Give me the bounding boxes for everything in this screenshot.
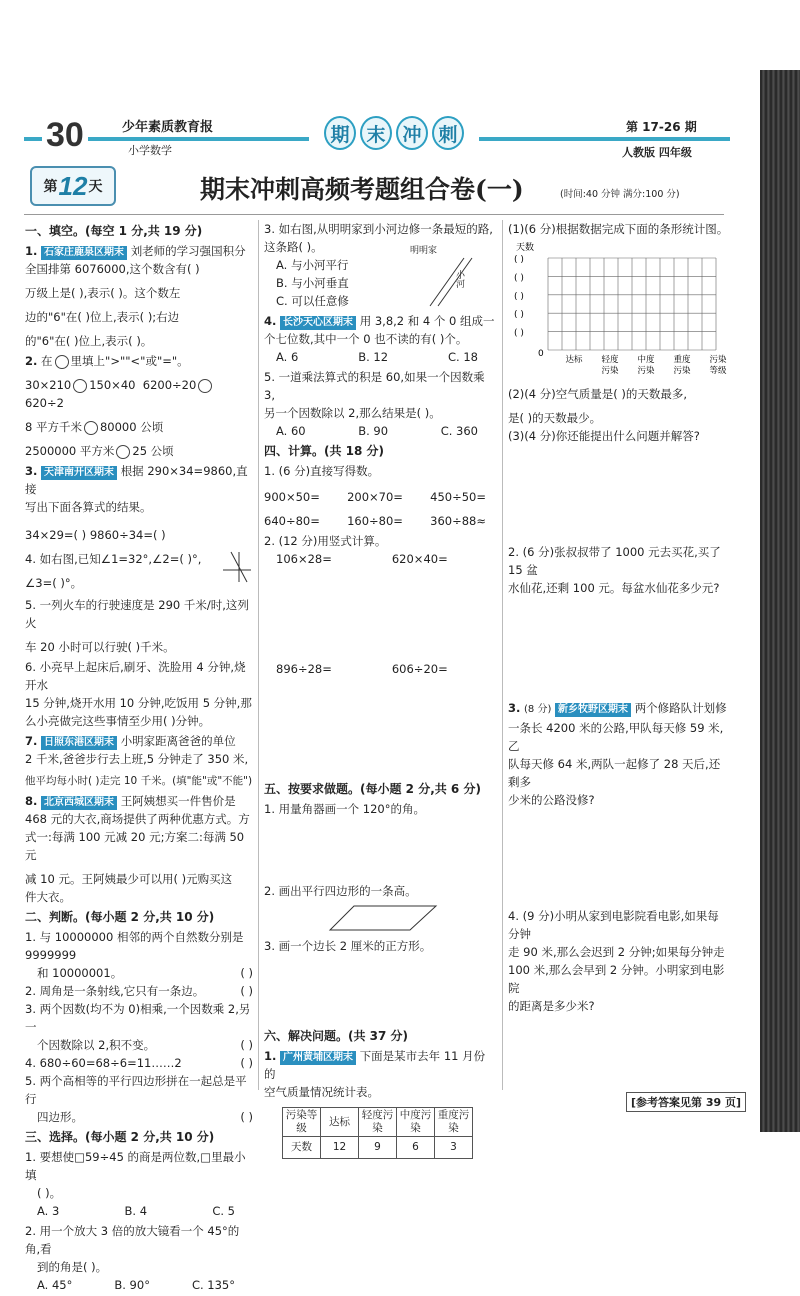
table-row — [283, 1137, 473, 1159]
work-space — [264, 818, 496, 882]
question-text: 边的"6"在( )位上,表示( );右边 — [25, 310, 180, 324]
question-text: 写出下面各算式的结果。 — [25, 500, 152, 514]
question-text: 5. 两个高相等的平行四边形拼在一起总是平行 — [25, 1074, 247, 1106]
question-text: 在 — [41, 354, 53, 368]
question — [25, 596, 253, 656]
region-tag: 日照东港区期末 — [41, 736, 117, 750]
question-text: (1)(6 分)根据数据完成下面的条形统计图。 — [508, 222, 729, 236]
calc-item: 450÷50= — [430, 490, 486, 504]
column-left — [25, 220, 253, 1296]
banner-char: 刺 — [432, 116, 464, 150]
banner-char: 冲 — [396, 116, 428, 150]
question-text: 468 元的大衣,商场提供了两种优惠方式。方 — [25, 812, 250, 826]
work-space — [508, 809, 730, 905]
column-divider — [502, 220, 503, 1090]
question-text: 四边形。 — [37, 1110, 83, 1124]
question — [25, 550, 253, 592]
category-label: 污染 — [673, 366, 691, 376]
work-space — [508, 445, 730, 541]
option: C. 5 — [212, 1204, 235, 1218]
answer-paren: ( ) — [240, 1056, 253, 1070]
option: A. 与小河平行 — [276, 258, 349, 272]
calc-item: 896÷28= — [276, 662, 332, 676]
question-text: 1. 要想使□59÷45 的商是两位数,□里最小填 — [25, 1150, 246, 1182]
day-badge — [30, 166, 116, 206]
draw-question — [264, 800, 496, 1025]
category-label: 达标 — [565, 355, 583, 365]
option: A. 60 — [276, 424, 306, 438]
question-text: 他平均每小时( )走完 10 千米。(填"能"或"不能") — [25, 775, 253, 787]
table-header-cell: 重度污染 — [435, 1108, 473, 1137]
question-text: 下面是某市去年 11 月份的 — [264, 1049, 486, 1081]
question-text: ∠3=( )°。 — [25, 576, 83, 590]
question-text: 的"6"在( )位上,表示( )。 — [25, 334, 153, 348]
compare-item: 150×40 — [89, 378, 136, 392]
question-text: 2 千米,爸爸步行去上班,5 分钟走了 350 米, — [25, 752, 249, 766]
day-suffix: 天 — [88, 179, 103, 195]
y-tick-blank: ( ) — [514, 328, 524, 339]
question-text: (3)(4 分)你还能提出什么问题并解答? — [508, 429, 700, 443]
question-text: 个七位数,其中一个 0 也不读的有( )个。 — [264, 332, 468, 346]
question-text: 走 90 米,那么会迟到 2 分钟;如果每分钟走 — [508, 945, 725, 959]
compare-item: 620÷2 — [25, 396, 64, 410]
compare-item: 25 公顷 — [132, 444, 174, 458]
figure-label-home: 明明家 — [410, 246, 438, 256]
y-tick-blank: ( ) — [514, 273, 524, 284]
question: 3. 天津南开区期末 根据 290×34=9860,直接 写出下面各算式的结果。 34×29=( ) 9860÷34=( ) — [25, 462, 253, 544]
question-text: 2. 周角是一条射线,它只有一条边。 — [25, 984, 205, 998]
chart-zero: 0 — [538, 349, 544, 359]
option: B. 90 — [358, 424, 389, 438]
column-divider — [258, 220, 259, 1090]
calc-item: 606÷20= — [391, 662, 448, 676]
question-text: 2. 画出平行四边形的一条高。 — [264, 884, 417, 898]
calc-item: 160÷80= — [347, 514, 403, 528]
compare-item: 6200÷20 — [142, 378, 197, 392]
calc-question — [264, 532, 496, 778]
question-text: 1. 与 10000000 相邻的两个自然数分别是 9999999 — [25, 930, 244, 962]
question-text: 1. 用量角器画一个 120°的角。 — [264, 802, 425, 816]
question-text: 和 10000001。 — [37, 966, 123, 980]
region-tag: 广州黄埔区期末 — [280, 1051, 356, 1065]
question-text: 这条路( )。 — [264, 240, 323, 254]
question: 8. 北京西城区期末 王阿姨想买一件售价是 468 元的大衣,商场提供了两种优惠方式。方 式一:每满 100 元减 20 元;方案二:每满 50 元 减 10 元。王阿姨最少可以用( )元购买这 件大衣。 — [25, 792, 253, 906]
question-text: 2. (6 分)张叔叔带了 1000 元去买花,买了 15 盆 — [508, 545, 721, 577]
column-right — [508, 220, 730, 1017]
option: B. 与小河垂直 — [276, 276, 349, 290]
option: C. 135° — [191, 1278, 235, 1292]
question-text: 王阿姨想买一件售价是 — [120, 794, 236, 808]
question-text: 2. (12 分)用竖式计算。 — [264, 534, 387, 548]
answer-reference: [参考答案见第 39 页] — [626, 1092, 746, 1112]
region-tag: 石家庄鹿泉区期末 — [41, 246, 127, 260]
option: B. 12 — [358, 350, 389, 364]
chart-ylabel: 天数 — [516, 243, 535, 253]
region-tag: 新乡牧野区期末 — [555, 703, 631, 717]
section-title: 一、填空。(每空 1 分,共 19 分) — [25, 224, 203, 238]
bar-chart-grid — [508, 238, 730, 378]
work-space — [264, 568, 496, 660]
question-text: 少米的公路没修? — [508, 793, 595, 807]
question-text: 3. 如右图,从明明家到小河边修一条最短的路, — [264, 222, 493, 236]
work-space — [264, 955, 496, 1025]
judge-list — [25, 928, 253, 1126]
question-text: 根据 290×34=9860,直接 — [25, 464, 248, 496]
region-tag: 北京西城区期末 — [41, 796, 117, 810]
solve-subquestion — [508, 220, 730, 383]
question-text: 15 分钟,烧开水用 10 分钟,吃饭用 5 分钟,那 — [25, 696, 252, 710]
question-text: 4. 如右图,已知∠1=32°,∠2=( )°, — [25, 552, 202, 566]
calc-item: 900×50= — [264, 490, 320, 504]
question-text: 的距离是多少米? — [508, 999, 595, 1013]
question-text: 2. 用一个放大 3 倍的放大镜看一个 45°的角,看 — [25, 1224, 240, 1256]
answer-paren: ( ) — [240, 1038, 253, 1052]
question-text: 个因数除以 2,积不变。 — [37, 1038, 156, 1052]
compare-item: 80000 公顷 — [99, 420, 164, 434]
circle-icon — [84, 421, 98, 435]
chart-y-ticks — [514, 255, 524, 339]
option: C. 可以任意修 — [276, 294, 349, 308]
solve-subquestion — [508, 385, 730, 541]
table-cell: 9 — [359, 1137, 397, 1159]
question-text: 队每天修 64 米,两队一起修了 28 天后,还剩多 — [508, 757, 721, 789]
question-text: 34×29=( ) 9860÷34=( ) — [25, 528, 166, 542]
question-text: 全国排第 6076000,这个数含有( ) — [25, 262, 200, 276]
solve-question — [508, 543, 730, 697]
question-text: 小明家距离爸爸的单位 — [120, 734, 236, 748]
question: 2. 在 里填上">""<"或"="。 30×210 150×40 6200÷20620÷2 8 平方千米 80000 公顷 2500000 平方米 25 公顷 — [25, 352, 253, 460]
question-text: 两个修路队计划修 — [634, 701, 727, 715]
table-header-cell: 污染等级 — [283, 1108, 321, 1137]
banner — [309, 116, 479, 154]
question-text: 空气质量情况统计表。 — [264, 1085, 379, 1099]
solve-question: 3. (8 分) 新乡牧野区期末 两个修路队计划修 一条长 4200 米的公路,甲队每天修 59 米,乙 队每天修 64 米,两队一起修了 28 天后,还剩多 少米的公路没修? — [508, 699, 730, 905]
question-text: 另一个因数除以 2,那么结果是( )。 — [264, 406, 441, 420]
category-label: 等级 — [709, 366, 727, 376]
banner-char: 期 — [324, 116, 356, 150]
question-text: 水仙花,还剩 100 元。每盆水仙花多少元? — [508, 581, 720, 595]
day-number: 12 — [58, 170, 88, 201]
calc-item: 640÷80= — [264, 514, 320, 528]
figure-label-river: 小河 — [454, 270, 464, 288]
answer-paren: ( ) — [240, 984, 253, 998]
section-title: 三、选择。(每小题 2 分,共 10 分) — [25, 1130, 215, 1144]
circle-icon — [116, 445, 130, 459]
stats-table — [282, 1107, 473, 1159]
choice-question — [25, 1222, 253, 1294]
question-text: 5. 一列火车的行驶速度是 290 千米/时,这列火 — [25, 598, 249, 630]
question-text: 么小亮做完这些事情至少用( )分钟。 — [25, 714, 211, 728]
page-number: 30 — [42, 116, 88, 154]
option: B. 4 — [124, 1204, 148, 1218]
option: A. 45° — [37, 1278, 73, 1292]
compare-item: 30×210 — [25, 378, 72, 392]
question-text: 里填上">""<"或"="。 — [70, 354, 189, 368]
option: A. 6 — [276, 350, 299, 364]
compare-item: 8 平方千米 — [25, 420, 82, 434]
question-text: 万级上是( ),表示( )。这个数左 — [25, 286, 181, 300]
y-tick-blank: ( ) — [514, 291, 524, 302]
circle-icon — [73, 379, 87, 393]
category-label: 污染 — [709, 355, 727, 365]
category-label: 重度 — [673, 355, 691, 365]
table-header-cell: 达标 — [321, 1108, 359, 1137]
choice-question — [264, 368, 496, 440]
scan-edge — [760, 70, 800, 1132]
section-title: 四、计算。(共 18 分) — [264, 444, 385, 458]
work-space — [508, 597, 730, 697]
question: 1. 石家庄鹿泉区期末 刘老师的学习强国积分 全国排第 6076000,这个数含有( ) 万级上是( ),表示( )。这个数左 边的"6"在( )位上,表示( );右边 的"6"在( )位上,表示( )。 — [25, 242, 253, 350]
question-text: 车 20 小时可以行驶( )千米。 — [25, 640, 175, 654]
table-header-cell: 轻度污染 — [359, 1108, 397, 1137]
angle-figure — [221, 550, 253, 584]
region-tag: 天津南开区期末 — [41, 466, 117, 480]
circle-icon — [198, 379, 212, 393]
option: C. 360 — [440, 424, 478, 438]
solve-question: 1. 广州黄埔区期末 下面是某市去年 11 月份的 空气质量情况统计表。 污染等级 达标 轻度污染 中度污染 重度污染 天数 12 9 6 3 — [264, 1047, 496, 1159]
work-space — [264, 678, 496, 778]
question-text: 式一:每满 100 元减 20 元;方案二:每满 50 元 — [25, 830, 245, 862]
answer-paren: ( ) — [240, 966, 253, 980]
choice-question: 4. 长沙天心区期末 用 3,8,2 和 4 个 0 组成一 个七位数,其中一个 0 也不读的有( )个。 A. 6 B. 12 C. 18 — [264, 314, 495, 364]
option: A. 3 — [37, 1204, 60, 1218]
question-text: 3. 两个因数(均不为 0)相乘,一个因数乘 2,另一 — [25, 1002, 251, 1034]
main-title: 期末冲刺高频考题组合卷(一) — [200, 175, 524, 204]
y-tick-blank: ( ) — [514, 255, 524, 265]
table-cell: 6 — [397, 1137, 435, 1159]
question-text: 件大衣。 — [25, 890, 71, 904]
category-label: 轻度 — [601, 355, 619, 365]
choice-question — [264, 220, 496, 310]
category-label: 中度 — [637, 355, 655, 365]
circle-icon — [55, 355, 69, 369]
question-text: 1. (6 分)直接写得数。 — [264, 464, 380, 478]
option: B. 90° — [114, 1278, 150, 1292]
calc-item: 360÷88≈ — [430, 514, 486, 528]
chart-categories — [565, 354, 727, 376]
issue-range: 第 17-26 期 — [620, 118, 703, 135]
question-text: 4. 680÷60=68÷6=11……2 — [25, 1056, 182, 1070]
paper-name: 少年素质教育报 — [122, 116, 219, 135]
category-label: 污染 — [601, 366, 619, 376]
question-text: (2)(4 分)空气质量是( )的天数最多, — [508, 387, 688, 401]
banner-char: 末 — [360, 116, 392, 150]
day-prefix: 第 — [43, 179, 58, 195]
question-text: 刘老师的学习强国积分 — [130, 244, 246, 258]
question-text: 是( )的天数最少。 — [508, 411, 602, 425]
table-row — [283, 1108, 473, 1137]
region-tag: 长沙天心区期末 — [280, 316, 356, 330]
calc-item: 620×40= — [391, 552, 448, 566]
option: C. 18 — [448, 350, 478, 364]
choice-question — [25, 1148, 253, 1220]
question-text: 3. 画一个边长 2 厘米的正方形。 — [264, 939, 432, 953]
calc-item: 106×28= — [276, 552, 332, 566]
table-header-cell: 中度污染 — [397, 1108, 435, 1137]
calc-question — [264, 462, 496, 530]
question-text: 一条长 4200 米的公路,甲队每天修 59 米,乙 — [508, 721, 724, 753]
edition: 人教版 四年级 — [622, 146, 692, 159]
question-text: 用 3,8,2 和 4 个 0 组成一 — [359, 314, 495, 328]
compare-item: 2500000 平方米 — [25, 444, 115, 458]
table-cell: 12 — [321, 1137, 359, 1159]
question-text: 6. 小亮早上起床后,刷牙、洗脸用 4 分钟,烧开水 — [25, 660, 246, 692]
question-text: 4. (9 分)小明从家到电影院看电影,如果每分钟 — [508, 909, 719, 941]
solve-question — [508, 907, 730, 1015]
column-middle — [264, 220, 496, 1161]
question — [25, 658, 253, 730]
page-header — [24, 110, 730, 160]
table-cell: 3 — [435, 1137, 473, 1159]
table-cell: 天数 — [283, 1137, 321, 1159]
calc-item: 200×70= — [347, 490, 403, 504]
question-text: 到的角是( )。 — [37, 1260, 108, 1274]
section-title: 五、按要求做题。(每小题 2 分,共 6 分) — [264, 782, 481, 796]
question-text: 5. 一道乘法算式的积是 60,如果一个因数乘 3, — [264, 370, 485, 402]
question-text: ( )。 — [37, 1186, 62, 1200]
y-tick-blank: ( ) — [514, 310, 524, 321]
answer-paren: ( ) — [240, 1110, 253, 1124]
chart-grid-lines — [548, 258, 716, 350]
section-title: 六、解决问题。(共 37 分) — [264, 1029, 409, 1043]
subject: 小学数学 — [128, 144, 172, 157]
question-text: 100 米,那么会早到 2 分钟。小明家到电影院 — [508, 963, 725, 995]
category-label: 污染 — [637, 366, 655, 376]
question: 7. 日照东港区期末 小明家距离爸爸的单位 2 千米,爸爸步行去上班,5 分钟走了 350 米, 他平均每小时( )走完 10 千米。(填"能"或"不能") — [25, 732, 253, 790]
question-text: 减 10 元。王阿姨最少可以用( )元购买这 — [25, 872, 233, 886]
title-rule — [24, 214, 724, 215]
parallelogram-figure — [328, 904, 438, 932]
section-title: 二、判断。(每小题 2 分,共 10 分) — [25, 910, 215, 924]
time-info: (时间:40 分钟 满分:100 分) — [560, 189, 680, 200]
